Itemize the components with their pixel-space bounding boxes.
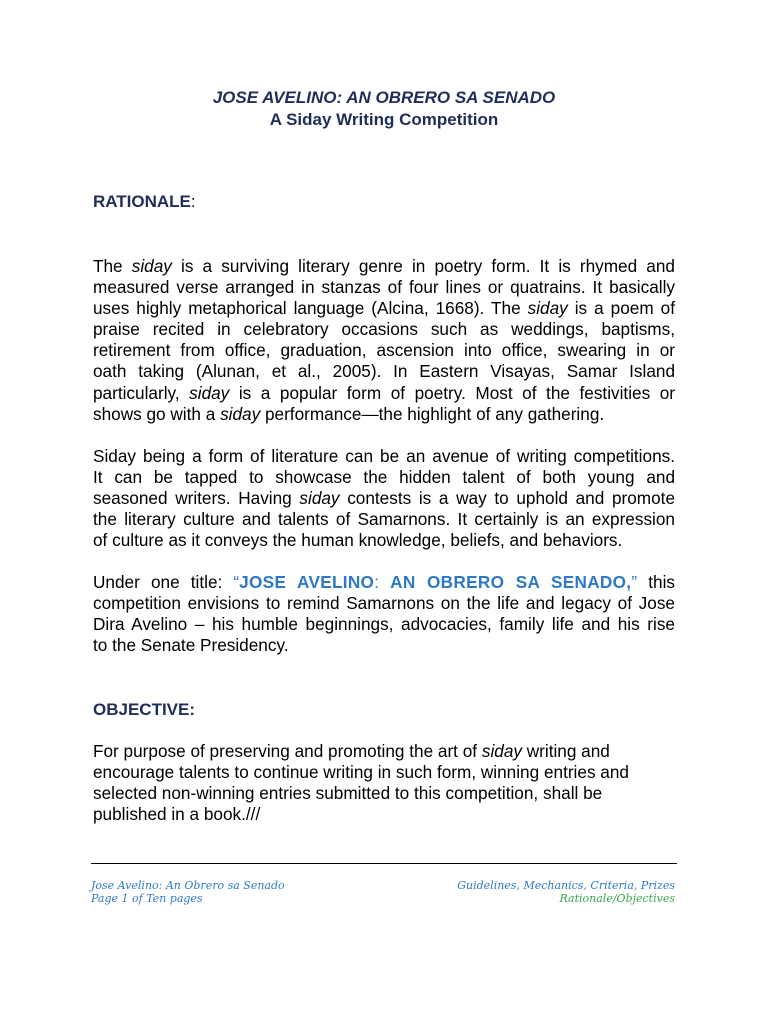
document-subtitle: A Siday Writing Competition bbox=[269, 110, 499, 129]
paragraph-line bbox=[93, 509, 675, 530]
text-run: writing and bbox=[521, 741, 610, 761]
title-block bbox=[93, 87, 675, 131]
paragraph-line bbox=[93, 783, 675, 804]
text-run: encourage talents to continue writing in such form, winning entries and bbox=[93, 762, 629, 783]
text-run: performance—the highlight of any gathering. bbox=[260, 403, 605, 424]
paragraph-line bbox=[93, 488, 675, 509]
text-run: of culture as it conveys the human knowledge, beliefs, and behaviors. bbox=[93, 530, 623, 551]
text-run: selected non-winning entries submitted to this competition, shall be bbox=[93, 783, 603, 804]
text-run: uses highly metaphorical language (Alcina, 1668). The bbox=[93, 298, 528, 319]
quote-close: ” bbox=[631, 572, 638, 592]
paragraph-line bbox=[93, 404, 675, 425]
text-run: particularly, bbox=[93, 382, 190, 403]
paragraph-line bbox=[93, 804, 675, 825]
footer-left bbox=[91, 879, 285, 905]
paragraph-line bbox=[93, 361, 675, 382]
paragraph-line bbox=[93, 530, 675, 551]
text-run: For purpose of preserving and promoting the art of bbox=[93, 741, 482, 761]
quoted-sep: : bbox=[374, 572, 391, 592]
quote-open: “ bbox=[233, 572, 240, 592]
objective-heading: OBJECTIVE: bbox=[93, 700, 196, 719]
text-run: retirement from office, graduation, ascension into office, swearing in or bbox=[93, 340, 675, 361]
text-run: measured verse arranged in stanzas of four lines or quatrains. It basically bbox=[93, 277, 675, 298]
paragraph-line bbox=[93, 256, 675, 277]
text-run: seasoned writers. Having bbox=[93, 488, 300, 509]
paragraph-line bbox=[93, 572, 675, 593]
text-run: The bbox=[93, 256, 132, 276]
competition-title-quote bbox=[233, 572, 637, 592]
text-run: is a surviving literary genre in poetry form. It is rhymed and bbox=[171, 256, 675, 276]
footer-current-section: Rationale/Objectives bbox=[559, 892, 675, 905]
paragraph-line bbox=[93, 340, 675, 361]
paragraph-line bbox=[93, 762, 675, 783]
rationale-heading-colon: : bbox=[190, 192, 196, 211]
footer-page-number: Page 1 of Ten pages bbox=[91, 892, 203, 905]
paragraph-line: competition envisions to remind Samarnons on the life and legacy of Jose bbox=[93, 593, 675, 614]
rationale-paragraph-1 bbox=[93, 256, 675, 425]
rationale-paragraph-3 bbox=[93, 572, 675, 656]
document-title: JOSE AVELINO: AN OBRERO SA SENADO bbox=[212, 88, 556, 107]
rationale-paragraph-2 bbox=[93, 446, 675, 551]
text-run: the literary culture and talents of Samarnons. It certainly is an expression bbox=[93, 509, 675, 530]
text-run: It can be tapped to showcase the hidden talent of both young and bbox=[93, 467, 675, 488]
p3-lead: Under one title: bbox=[93, 572, 234, 592]
paragraph-line: to the Senate Presidency. bbox=[93, 635, 289, 656]
text-run: is a popular form of poetry. Most of the festivities or bbox=[229, 382, 676, 403]
text-run: Siday being a form of literature can be an avenue of writing competitions. bbox=[93, 446, 675, 466]
text-run: praise recited in celebratory occasions such as weddings, baptisms, bbox=[93, 319, 675, 340]
italic-term: siday bbox=[220, 403, 261, 424]
rationale-heading bbox=[93, 192, 196, 212]
footer-right bbox=[457, 879, 675, 905]
paragraph-line bbox=[93, 467, 675, 488]
italic-term: siday bbox=[481, 741, 522, 761]
text-run: is a poem of bbox=[567, 298, 676, 319]
objective-paragraph bbox=[93, 741, 675, 825]
text-run: published in a book./// bbox=[93, 804, 261, 825]
text-run: shows go with a bbox=[93, 403, 221, 424]
italic-term: siday bbox=[527, 298, 568, 319]
quoted-rest: AN OBRERO SA SENADO, bbox=[390, 572, 632, 592]
paragraph-line bbox=[93, 446, 675, 467]
quoted-title: JOSE AVELINO bbox=[239, 572, 375, 592]
text-run: contests is a way to uphold and promote bbox=[339, 488, 676, 509]
text-run: oath taking (Alunan, et al., 2005). In Eastern Visayas, Samar Island bbox=[93, 361, 675, 382]
paragraph-line bbox=[93, 298, 675, 319]
italic-term: siday bbox=[189, 382, 230, 403]
paragraph-line bbox=[93, 741, 675, 762]
paragraph-line bbox=[93, 383, 675, 404]
p3-tail: this bbox=[637, 572, 675, 592]
footer-divider bbox=[91, 863, 677, 864]
italic-term: siday bbox=[131, 256, 172, 276]
paragraph-line bbox=[93, 277, 675, 298]
footer-doc-title: Jose Avelino: An Obrero sa Senado bbox=[91, 879, 285, 892]
paragraph-line bbox=[93, 319, 675, 340]
paragraph-line: Dira Avelino – his humble beginnings, advocacies, family life and his rise bbox=[93, 614, 675, 635]
footer-sections: Guidelines, Mechanics, Criteria, Prizes bbox=[457, 879, 675, 892]
italic-term: siday bbox=[299, 488, 340, 509]
rationale-heading-text: RATIONALE bbox=[93, 192, 191, 211]
